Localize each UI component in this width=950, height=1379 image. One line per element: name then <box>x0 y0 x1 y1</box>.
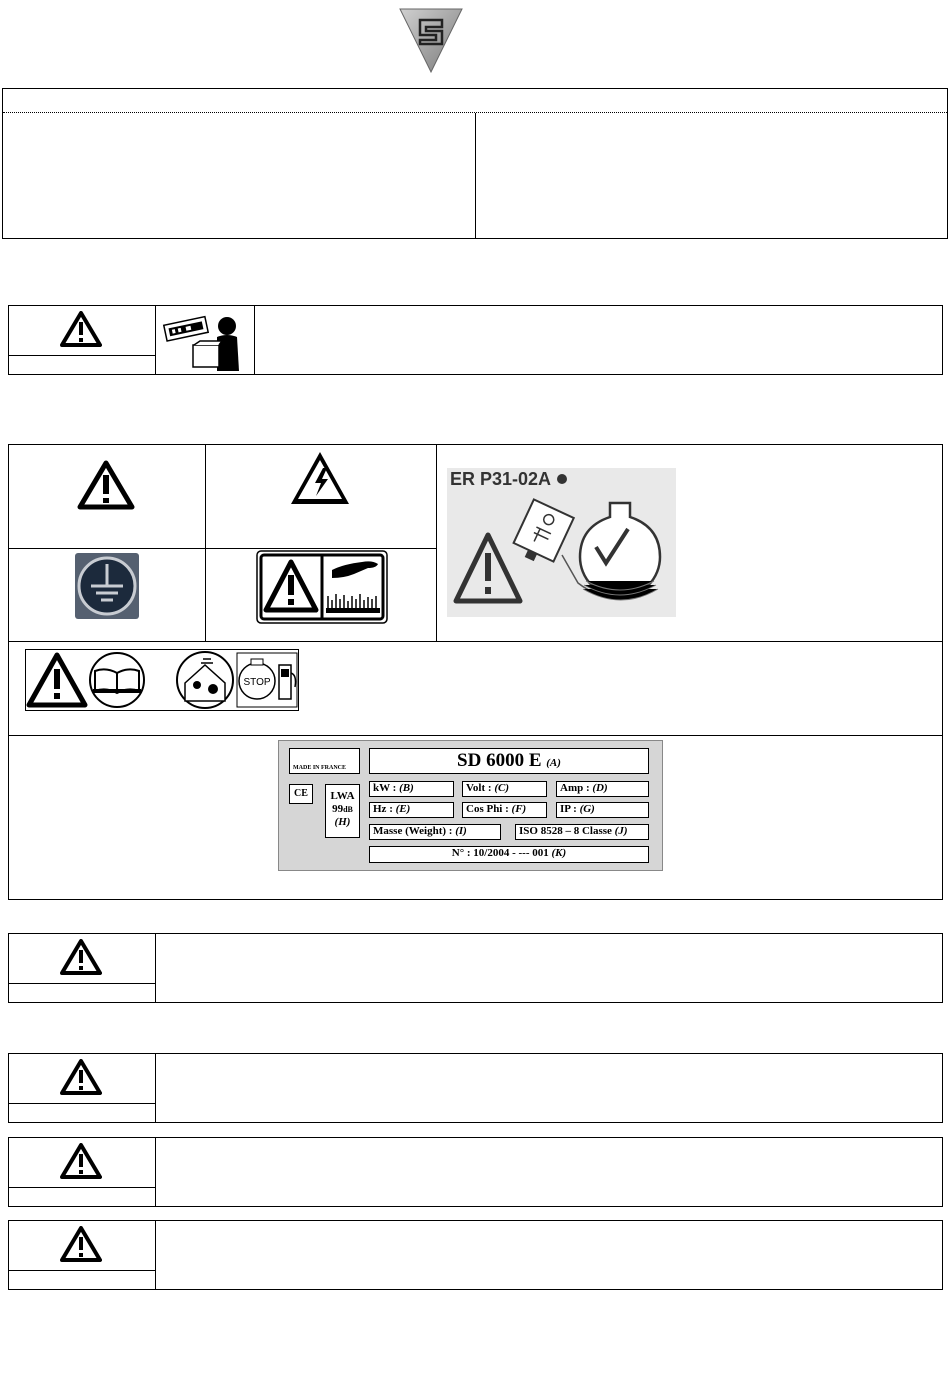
kw-label: kW : <box>373 782 400 794</box>
divider <box>8 1103 155 1104</box>
ground-symbol-icon <box>75 553 139 619</box>
warning-triangle-icon <box>60 311 102 347</box>
iso-label: ISO 8528 – 8 Classe <box>519 825 615 837</box>
header-column-divider <box>475 113 476 238</box>
warning-triangle-icon <box>60 1143 102 1179</box>
serial-ref: (K) <box>551 847 567 859</box>
nameplate-masse <box>369 824 501 840</box>
divider <box>8 548 436 549</box>
warning-row <box>8 1137 943 1207</box>
masse-label: Masse (Weight) : <box>373 825 456 837</box>
hz-ref: (E) <box>395 803 411 815</box>
cosphi-ref: (F) <box>511 803 527 815</box>
nameplate-hz <box>369 802 454 818</box>
divider <box>155 1137 156 1207</box>
warning-row <box>8 1220 943 1290</box>
nameplate-model <box>369 748 649 774</box>
nameplate-serial <box>369 846 649 863</box>
nameplate <box>278 740 663 871</box>
ip-ref: (G) <box>579 803 595 815</box>
db-ref: (H) <box>334 816 351 828</box>
masse-ref: (I) <box>455 825 467 837</box>
divider <box>155 1220 156 1290</box>
amp-ref: (D) <box>592 782 608 794</box>
divider <box>155 1053 156 1123</box>
divider <box>8 983 155 984</box>
ip-label: IP : <box>560 803 580 815</box>
nameplate-cosphi <box>462 802 547 818</box>
divider <box>436 444 437 641</box>
volt-label: Volt : <box>466 782 495 794</box>
safety-instructions-label-icon <box>25 649 299 711</box>
oil-label-code: ER P31-02A <box>450 469 552 489</box>
divider <box>254 305 255 375</box>
divider <box>8 355 155 356</box>
divider <box>155 933 156 1003</box>
model-name: SD 6000 E <box>457 750 542 771</box>
kw-ref: (B) <box>399 782 414 794</box>
hz-label: Hz : <box>373 803 396 815</box>
divider <box>155 305 156 375</box>
hot-surface-warning-icon <box>256 550 388 624</box>
model-ref: (A) <box>546 757 561 769</box>
oil-fill-diagram-icon <box>450 495 675 615</box>
oil-dot-icon <box>556 473 568 485</box>
nameplate-kw <box>369 781 454 797</box>
warning-triangle-icon <box>77 460 135 510</box>
warning-triangle-icon <box>60 939 102 975</box>
cosphi-label: Cos Phi : <box>466 803 512 815</box>
company-logo <box>398 6 464 74</box>
nameplate-volt <box>462 781 547 797</box>
nameplate-ip <box>556 802 649 818</box>
warning-triangle-icon <box>60 1226 102 1262</box>
warning-triangle-icon <box>60 1059 102 1095</box>
nameplate-amp <box>556 781 649 797</box>
volt-ref: (C) <box>494 782 509 794</box>
warning-row <box>8 1053 943 1123</box>
nameplate-noise <box>325 784 360 838</box>
serial-label: N° : 10/2004 - --- 001 <box>451 847 552 859</box>
divider <box>8 735 943 736</box>
lwa-label: LWA <box>330 790 355 802</box>
iso-ref: (J) <box>614 825 628 837</box>
nameplate-iso <box>515 824 649 840</box>
electric-hazard-icon <box>289 450 351 506</box>
nameplate-ce: CE <box>289 784 313 804</box>
nameplate-made-in: MADE IN FRANCE <box>289 748 360 774</box>
stop-text: STOP <box>243 677 271 688</box>
amp-label: Amp : <box>560 782 593 794</box>
divider <box>8 1270 155 1271</box>
person-reading-manual-icon <box>160 309 250 373</box>
warning-row-manual <box>8 305 943 375</box>
warning-row <box>8 933 943 1003</box>
divider <box>8 1187 155 1188</box>
divider <box>8 641 943 642</box>
divider <box>205 444 206 641</box>
db-value: 99 <box>332 803 344 815</box>
db-unit: dB <box>343 805 353 814</box>
